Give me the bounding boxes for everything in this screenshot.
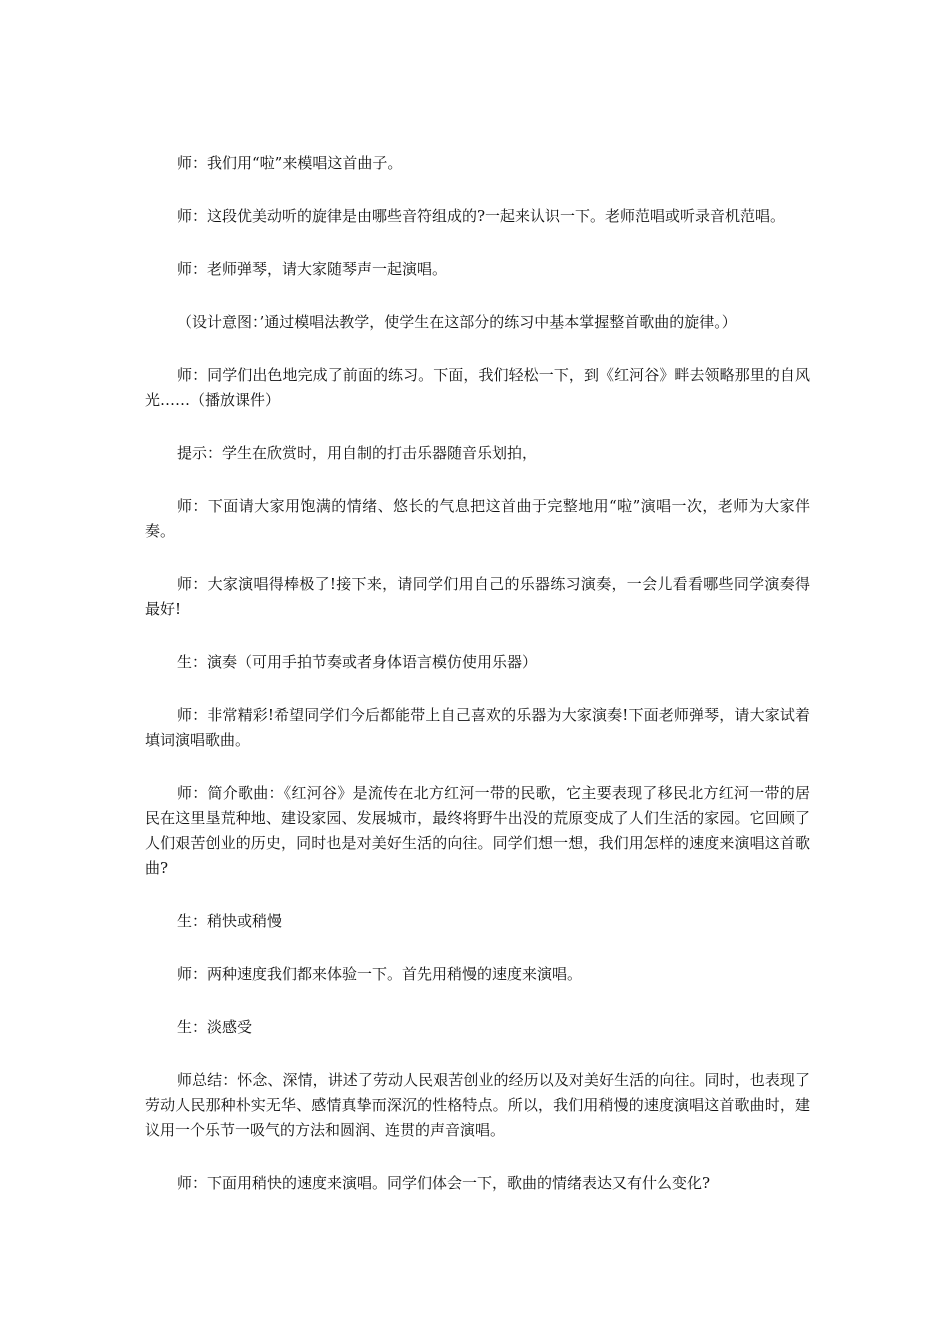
paragraph: 生：演奏（可用手拍节奏或者身体语言模仿使用乐器） bbox=[177, 653, 538, 671]
paragraph: 师：老师弹琴，请大家随琴声一起演唱。 bbox=[177, 260, 448, 278]
paragraph: 师：同学们出色地完成了前面的练习。下面，我们轻松一下，到《红河谷》畔去领略那里的自风光……（播放课件） bbox=[145, 366, 810, 409]
paragraph: （设计意图：’通过模唱法教学，使学生在这部分的练习中基本掌握整首歌曲的旋律。） bbox=[177, 313, 737, 331]
paragraph: 提示：学生在欣赏时，用自制的打击乐器随音乐划拍， bbox=[177, 444, 538, 462]
paragraph: 生：稍快或稍慢 bbox=[177, 912, 283, 930]
paragraph: 师：非常精彩!希望同学们今后都能带上自己喜欢的乐器为大家演奏!下面老师弹琴，请大家试着填词演唱歌曲。 bbox=[145, 706, 810, 749]
document-body bbox=[145, 151, 810, 1224]
paragraph: 生：淡感受 bbox=[177, 1018, 253, 1036]
paragraph: 师：这段优美动听的旋律是由哪些音符组成的?一起来认识一下。老师范唱或听录音机范唱。 bbox=[177, 207, 786, 225]
paragraph: 师：下面用稍快的速度来演唱。同学们体会一下，歌曲的情绪表达又有什么变化? bbox=[177, 1174, 711, 1192]
paragraph: 师总结：怀念、深情，讲述了劳动人民艰苦创业的经历以及对美好生活的向往。同时，也表现了劳动人民那种朴实无华、感情真挚而深沉的性格特点。所以，我们用稍慢的速度演唱这首歌曲时，建议用一个乐节一吸气的方法和圆润、连贯的声音演唱。 bbox=[145, 1071, 810, 1139]
paragraph: 师：我们用“啦”来模唱这首曲子。 bbox=[177, 154, 403, 172]
paragraph: 师：大家演唱得棒极了!接下来，请同学们用自己的乐器练习演奏，一会儿看看哪些同学演奏得最好! bbox=[145, 575, 810, 618]
paragraph: 师：两种速度我们都来体验一下。首先用稍慢的速度来演唱。 bbox=[177, 965, 583, 983]
paragraph: 师：下面请大家用饱满的情绪、悠长的气息把这首曲于完整地用“啦”演唱一次，老师为大家伴奏。 bbox=[145, 497, 810, 540]
paragraph: 师：简介歌曲：《红河谷》是流传在北方红河一带的民歌，它主要表现了移民北方红河一带的居民在这里垦荒种地、建设家园、发展城市，最终将野牛出没的荒原变成了人们生活的家园。它回顾了人们艰苦创业的历史，同时也是对美好生活的向往。同学们想一想，我们用怎样的速度来演唱这首歌曲? bbox=[145, 784, 810, 877]
